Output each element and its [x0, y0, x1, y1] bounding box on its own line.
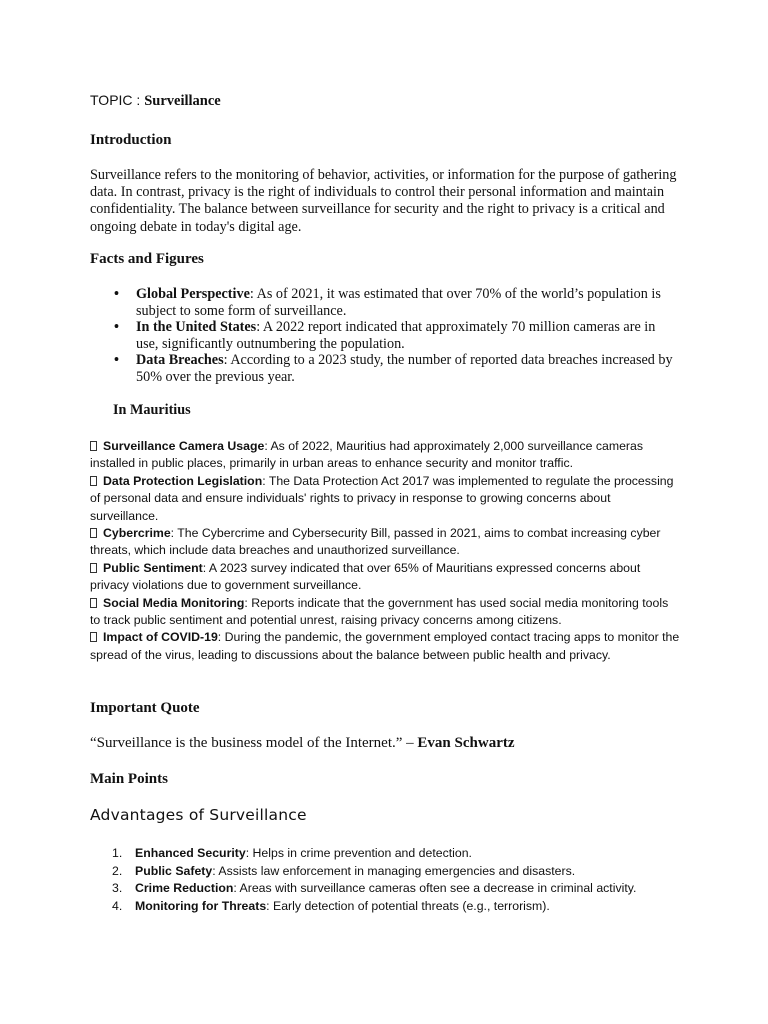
main-points-heading: Main Points	[90, 771, 168, 787]
mauritius-term: Cybercrime	[103, 526, 171, 541]
advantages-heading: Advantages of Surveillance	[90, 806, 307, 824]
missing-glyph-icon	[90, 441, 97, 451]
facts-heading: Facts and Figures	[90, 251, 204, 267]
bullet-icon: •	[114, 286, 119, 302]
mauritius-term: Public Sentiment	[103, 560, 203, 575]
missing-glyph-icon	[90, 563, 97, 573]
quote-author: Evan Schwartz	[417, 735, 515, 751]
advantage-term: Crime Reduction	[135, 881, 234, 895]
topic-value: Surveillance	[144, 93, 221, 109]
fact-term: Data Breaches	[136, 352, 224, 369]
mauritius-term: Social Media Monitoring	[103, 595, 245, 610]
list-item	[90, 595, 680, 630]
missing-glyph-icon	[90, 476, 97, 486]
missing-glyph-icon	[90, 632, 97, 642]
mauritius-term: Data Protection Legislation	[103, 473, 263, 488]
topic-label: TOPIC :	[90, 92, 145, 108]
advantage-text: : Early detection of potential threats (e.g., terrorism).	[266, 898, 550, 913]
missing-glyph-icon	[90, 598, 97, 608]
introduction-paragraph: Surveillance refers to the monitoring of behavior, activities, or information for the purpose of gathering data. In contrast, privacy is the right of individuals to control their personal information and maintain confidentiality. The balance between surveillance for security and the right to privacy is a critical and ongoing debate in today's digital age.	[90, 167, 677, 235]
advantages-list	[90, 845, 680, 915]
list-item	[90, 438, 680, 473]
mauritius-text: : During the pandemic, the government employed contact tracing apps to monitor the spread of the virus, leading to discussions about the balance between public health and privacy.	[90, 630, 680, 662]
list-item	[90, 845, 680, 863]
advantage-term: Public Safety	[135, 863, 213, 878]
list-item	[90, 286, 680, 319]
mauritius-term: Impact of COVID-19	[103, 630, 218, 645]
fact-term: Global Perspective	[136, 286, 250, 302]
fact-text: : As of 2021, it was estimated that over 70% of the world’s population is subject to some form of surveillance.	[136, 286, 661, 319]
list-item	[90, 560, 680, 595]
list-item	[90, 525, 680, 560]
list-item	[90, 473, 680, 525]
topic-line	[90, 92, 221, 110]
list-item	[90, 880, 680, 898]
list-number: 3.	[112, 881, 123, 895]
advantage-text: : Helps in crime prevention and detection.	[245, 846, 472, 860]
list-item	[90, 319, 680, 352]
list-number: 1.	[112, 846, 123, 860]
mauritius-text: : A 2023 survey indicated that over 65% of Mauritians expressed concerns about privacy violations due to government surveillance.	[90, 560, 641, 593]
list-item	[90, 629, 680, 664]
advantage-text: : Assists law enforcement in managing emergencies and disasters.	[212, 863, 576, 878]
list-number: 4.	[112, 898, 123, 913]
mauritius-list	[90, 438, 680, 664]
advantage-text: : Areas with surveillance cameras often see a decrease in criminal activity.	[233, 881, 637, 895]
missing-glyph-icon	[90, 528, 97, 538]
fact-text: : A 2022 report indicated that approximately 70 million cameras are in use, significantly outnumbering the population.	[136, 319, 656, 352]
list-number: 2.	[112, 863, 123, 878]
mauritius-heading: In Mauritius	[113, 402, 191, 418]
bullet-icon: •	[114, 352, 119, 369]
quote-text: “Surveillance is the business model of the Internet.” –	[90, 735, 418, 751]
advantage-term: Enhanced Security	[135, 846, 246, 860]
quote-line	[90, 735, 515, 752]
introduction-heading: Introduction	[90, 132, 172, 148]
facts-list	[90, 286, 680, 386]
list-item	[90, 352, 680, 385]
bullet-icon: •	[114, 319, 119, 336]
fact-term: In the United States	[136, 319, 257, 336]
mauritius-text: : Reports indicate that the government has used social media monitoring tools to track public sentiment and potential unrest, raising privacy concerns among citizens.	[90, 595, 669, 628]
list-item	[90, 863, 680, 881]
advantage-term: Monitoring for Threats	[135, 898, 267, 913]
list-item	[90, 898, 680, 916]
mauritius-text: : The Data Protection Act 2017 was implemented to regulate the processing of personal data and ensure individuals' rights to privacy in response to growing concerns about surveillance.	[90, 473, 674, 523]
quote-heading: Important Quote	[90, 700, 200, 716]
mauritius-text: : The Cybercrime and Cybersecurity Bill, passed in 2021, aims to combat increasing cyber threats, which include data breaches and unauthorized surveillance.	[90, 526, 661, 558]
fact-text: : According to a 2023 study, the number of reported data breaches increased by 50% over the previous year.	[136, 352, 673, 385]
mauritius-term: Surveillance Camera Usage	[103, 439, 265, 453]
mauritius-text: : As of 2022, Mauritius had approximately 2,000 surveillance cameras installed in public places, primarily in urban areas to enhance security and monitor traffic.	[90, 439, 643, 471]
